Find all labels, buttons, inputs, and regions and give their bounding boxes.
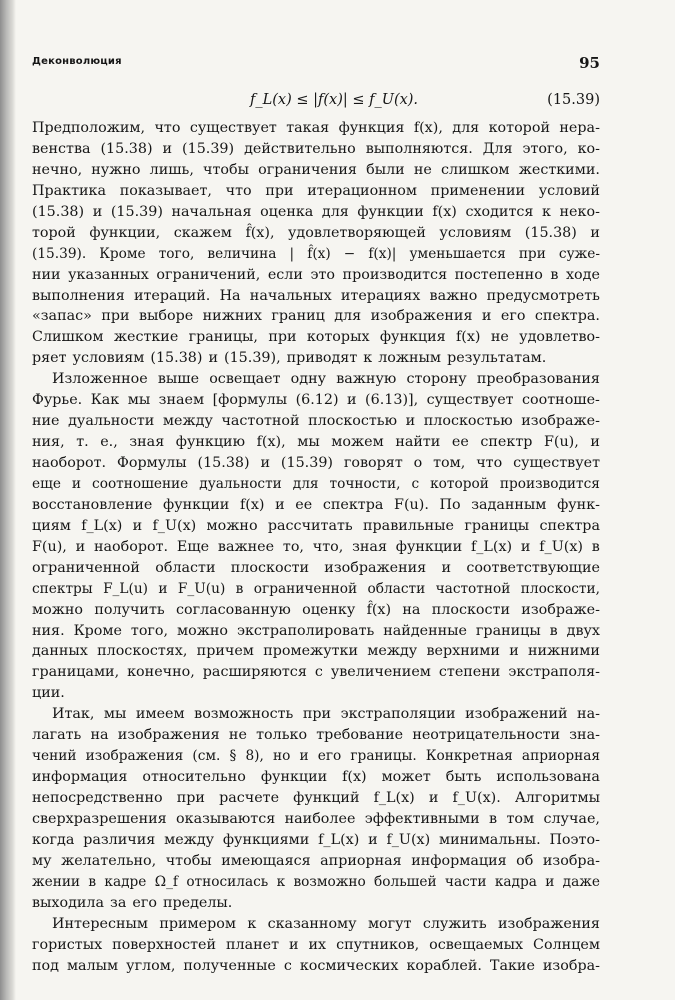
text-line: Слишком жесткие границы, при которых функция f(x) не удовлетво- <box>32 329 600 346</box>
text-line: нечно, нужно лишь, чтобы ограничения были не слишком жесткими. <box>32 161 600 178</box>
text-line: данных плоскостях, причем промежутки между верхними и нижними <box>32 643 600 660</box>
text-line: жении в кадре Ω_f относилась к возможно большей части кадра и даже <box>32 873 600 890</box>
text-line: циям f_L(x) и f_U(x) можно рассчитать правильные границы спектра <box>32 517 600 534</box>
text-line: еще и соотношение дуальности для точности, с которой производится <box>32 475 600 492</box>
running-title: Деконволюция <box>32 56 122 67</box>
display-formula <box>32 92 600 112</box>
formula-number: (15.39) <box>547 92 600 108</box>
text-line: венства (15.38) и (15.39) действительно выполняются. Для этого, ко- <box>32 140 600 157</box>
text-line: выполнения итераций. На начальных итерациях важно предусмотреть <box>32 287 600 304</box>
text-line: Изложенное выше освещает одну важную сторону преобразования <box>52 371 600 388</box>
paragraph <box>32 118 600 369</box>
text-line: Интересным примером к сказанному могут служить изображения <box>52 915 600 932</box>
text-line: ния, т. е., зная функцию f(x), мы можем найти ее спектр F(u), и <box>32 434 600 451</box>
text-line: восстановление функции f(x) и ее спектра F(u). По заданным функ- <box>32 496 600 513</box>
paragraph <box>32 914 600 977</box>
text-line: му желательно, чтобы имеющаяся априорная информация об изобра- <box>32 852 600 869</box>
text-line: сверхразрешения оказываются наиболее эффективными в том случае, <box>32 810 600 827</box>
text-line: гористых поверхностей планет и их спутников, освещаемых Солнцем <box>32 936 600 953</box>
formula-expression: f_L(x) ≤ |f(x)| ≤ f_U(x). <box>250 92 419 108</box>
text-line: под малым углом, полученные с космических кораблей. Такие изобра- <box>32 957 600 974</box>
text-line: ния. Кроме того, можно экстраполировать найденные границы в двух <box>32 622 600 639</box>
text-line: границами, конечно, расширяются с увеличением степени экстраполя- <box>32 664 600 681</box>
paragraph <box>32 704 600 913</box>
text-line: лагать на изображения не только требование неотрицательности зна- <box>32 727 600 744</box>
text-line: (15.39). Кроме того, величина | f̂(x) − f(x)| уменьшается при сужe- <box>32 245 600 262</box>
text-line: Практика показывает, что при итерационном применении условий <box>32 182 600 199</box>
text-line: можно получить согласованную оценку f̂(x) на плоскости изображе- <box>32 601 600 618</box>
text-line: (15.38) и (15.39) начальная оценка для функции f(x) сходится к неко- <box>32 203 600 220</box>
text-line: ние дуальности между частотной плоскостью и плоскостью изображе- <box>32 413 600 430</box>
text-line: ограниченной области плоскости изображения и соответствующие <box>32 559 600 576</box>
text-line: нии указанных ограничений, если это производится постепенно в ходе <box>32 266 600 283</box>
page-spine-shadow <box>0 0 16 1000</box>
text-line: спектры F_L(u) и F_U(u) в ограниченной области частотной плоскости, <box>32 580 600 597</box>
body-text <box>32 118 600 976</box>
text-line: «запас» при выборе нижних границ для изображения и его спектра. <box>32 308 600 325</box>
page-number: 95 <box>579 54 600 72</box>
text-line: когда различия между функциями f_L(x) и f_U(x) минимальны. Поэто- <box>32 831 600 848</box>
text-line: Итак, мы имеем возможность при экстраполяции изображений на- <box>52 706 600 723</box>
text-line: выходила за его пределы. <box>32 894 233 911</box>
text-line: информация относительно функции f(x) может быть использована <box>32 769 600 786</box>
text-line: Фурье. Как мы знаем [формулы (6.12) и (6.13)], существует соотноше- <box>32 392 600 409</box>
paragraph <box>32 369 600 704</box>
text-line: ции. <box>32 685 65 702</box>
text-line: непосредственно при расчете функций f_L(x) и f_U(x). Алгоритмы <box>32 790 600 806</box>
text-line: F(u), и наоборот. Еще важнее то, что, зная функции f_L(x) и f_U(x) в <box>32 538 600 555</box>
text-line: торой функции, скажем f̂(x), удовлетворяющей условиям (15.38) и <box>32 224 600 241</box>
text-line: ряет условиям (15.38) и (15.39), приводят к ложным результатам. <box>32 350 547 367</box>
text-line: Предположим, что существует такая функция f(x), для которой нера- <box>32 120 600 136</box>
text-line: чений изображения (см. § 8), но и его границы. Конкретная априорная <box>32 748 600 765</box>
text-line: наоборот. Формулы (15.38) и (15.39) говорят о том, что существует <box>32 455 600 471</box>
